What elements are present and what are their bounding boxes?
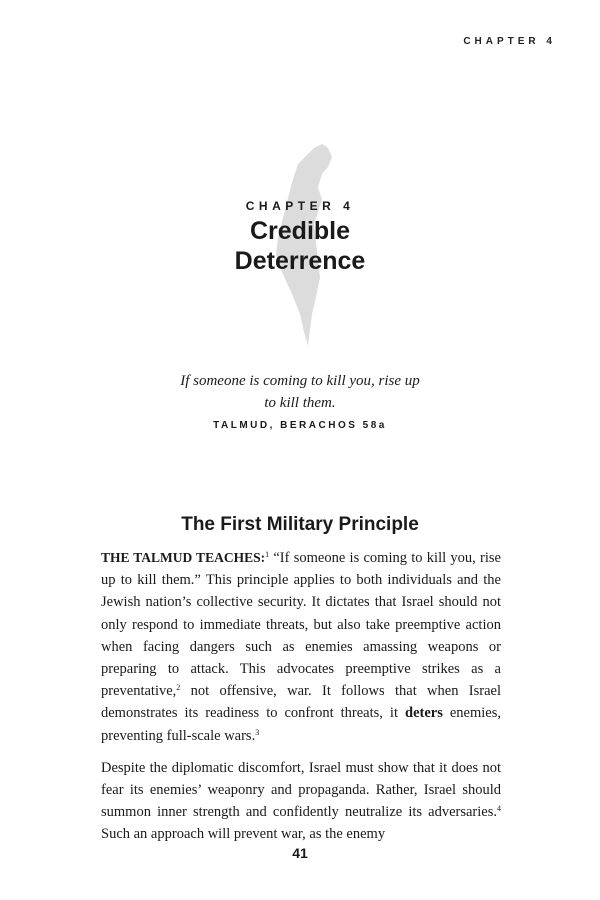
running-head: CHAPTER 4 xyxy=(463,36,556,47)
paragraph-2-text-2: Such an approach will prevent war, as the enemy xyxy=(101,826,386,843)
chapter-title-line-2: Deterrence xyxy=(234,247,366,275)
footnote-ref-3: 3 xyxy=(255,727,260,737)
paragraph-2 xyxy=(101,757,501,846)
paragraph-2-text-1: Despite the diplomatic discomfort, Israel must show that it does not fear its enemies’ weaponry and propaganda. Rather, Israel should summon inner strength and confidently neutralize its adversaries. xyxy=(101,759,501,821)
emphasis-deters: deters xyxy=(405,705,443,722)
chapter-title-line-1: Credible xyxy=(249,217,351,245)
footnote-ref-1: 1 xyxy=(265,550,270,559)
chapter-title xyxy=(0,216,600,276)
epigraph-quote xyxy=(0,370,600,414)
footnote-ref-2: 2 xyxy=(176,683,181,693)
epigraph-source: TALMUD, BERACHOS 58a xyxy=(213,420,387,431)
epigraph-line-2: to kill them. xyxy=(264,395,336,411)
paragraph-1-text-1: “If someone is coming to kill you, rise up to kill them.” This principle applies to both individuals and the Jewish nation’s collective security. It dictates that Israel should not only respond to immediate threats, but also take preemptive action when facing dangers such as enemies amassing weapons or preparing to attack. This advocates preemptive strikes as a preventative, xyxy=(101,550,501,700)
section-heading: The First Military Principle xyxy=(181,514,419,535)
page-number: 41 xyxy=(292,845,308,861)
paragraph-1 xyxy=(101,547,501,747)
paragraph-1-text-2: not offensive, war. It follows that when Israel demonstrates its readiness to confront threats, it xyxy=(101,683,501,722)
lead-in: THE TALMUD TEACHES: xyxy=(101,550,266,565)
epigraph-line-1: If someone is coming to kill you, rise up xyxy=(180,373,420,389)
footnote-ref-4: 4 xyxy=(497,804,501,814)
body-text xyxy=(101,547,501,846)
chapter-label: CHAPTER 4 xyxy=(245,199,355,213)
paragraph-1-text-3: enemies, preventing full-scale wars. xyxy=(101,705,501,744)
